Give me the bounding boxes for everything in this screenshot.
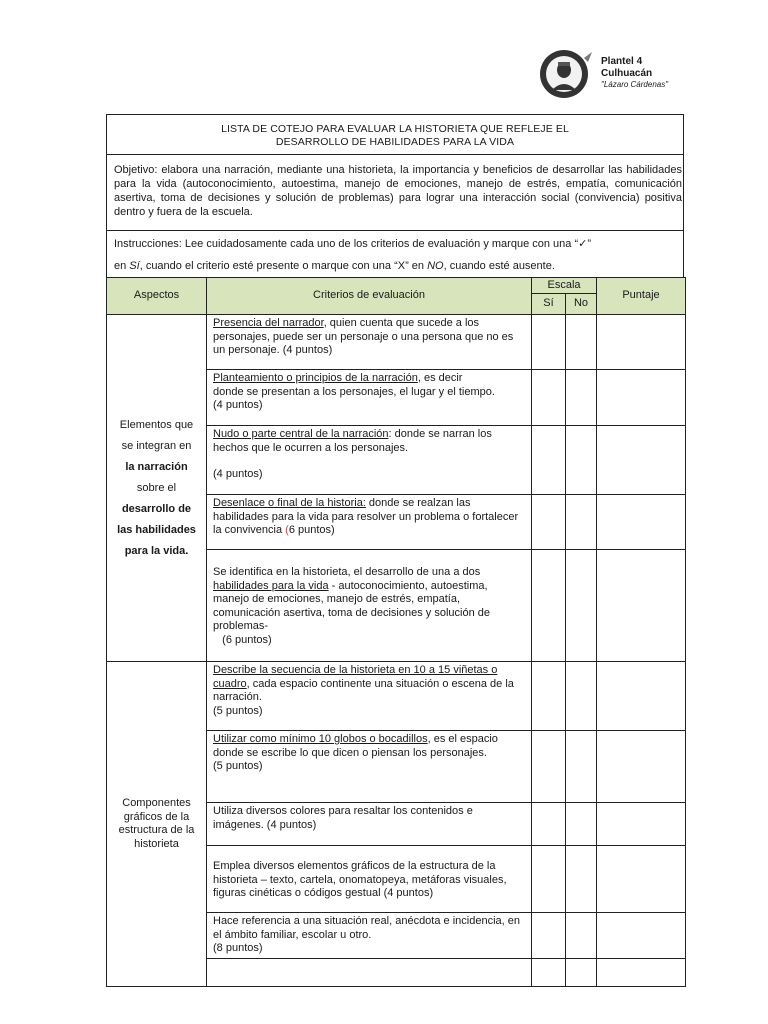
instructions-line-2: en Sí, cuando el criterio esté presente o marque con una “X” en NO, cuando esté ausente. [114, 260, 555, 272]
si-cell[interactable] [532, 662, 566, 731]
no-cell[interactable] [566, 803, 597, 846]
objective-text: Objetivo: elabora una narración, mediante una historieta, la importancia y beneficios de desarrollar las habilidades para la vida (autoconocimiento, autoestima, manejo de emociones, manejo de estrés, empatía, comunicación asertiva, toma de decisiones y solución de problemas) para lograr una interacción social (convivencia) positiva dentro y fuera de la escuela. [114, 164, 682, 218]
si-cell[interactable] [532, 803, 566, 846]
header-box [106, 114, 684, 278]
no-cell[interactable] [566, 731, 597, 803]
criterion-globos: Utilizar como mínimo 10 globos o bocadillos, es el espacio donde se escribe lo que dicen o piensan los personajes. (5 puntos) [207, 731, 532, 803]
title-line-2: DESARROLLO DE HABILIDADES PARA LA VIDA [275, 136, 515, 148]
criterion-habilidades: Se identifica en la historieta, el desarrollo de una a dos habilidades para la vida - autoconocimiento, autoestima, manejo de emociones, manejo de estrés, empatía, comunicación asertiva, toma de decisiones y solución de problemas- (6 puntos) [207, 550, 532, 662]
criterion-nudo: Nudo o parte central de la narración: donde se narran los hechos que le ocurren a los personajes. (4 puntos) [207, 426, 532, 495]
criterion-elementos-graficos: Emplea diversos elementos gráficos de la estructura de la historieta – texto, cartela, onomatopeya, metáforas visuales, figuras cinéticas o códigos gestual (4 puntos) [207, 846, 532, 913]
table-row [107, 662, 686, 731]
si-cell[interactable] [532, 370, 566, 426]
no-cell[interactable] [566, 846, 597, 913]
header-criterios: Criterios de evaluación [207, 278, 532, 315]
si-cell[interactable] [532, 846, 566, 913]
aspect-narracion: Elementos que se integran en la narración sobre el desarrollo de las habilidades para la vida. [107, 315, 207, 662]
puntaje-cell[interactable] [597, 959, 686, 987]
si-cell[interactable] [532, 426, 566, 495]
si-cell[interactable] [532, 495, 566, 550]
header-si: Sí [532, 294, 566, 315]
puntaje-cell[interactable] [597, 846, 686, 913]
school-logo [538, 48, 672, 100]
evaluation-table [106, 277, 686, 987]
header-escala: Escala [532, 278, 597, 294]
si-cell[interactable] [532, 550, 566, 662]
divider [107, 230, 683, 231]
puntaje-cell[interactable] [597, 426, 686, 495]
no-cell[interactable] [566, 550, 597, 662]
criterion-empty [207, 959, 532, 987]
si-cell[interactable] [532, 731, 566, 803]
puntaje-cell[interactable] [597, 731, 686, 803]
puntaje-cell[interactable] [597, 495, 686, 550]
no-cell[interactable] [566, 913, 597, 959]
puntaje-cell[interactable] [597, 913, 686, 959]
divider [107, 154, 683, 155]
criterion-desenlace: Desenlace o final de la historia: donde se realzan las habilidades para la vida para resolver un problema o fortalecer la convivencia (6 puntos) [207, 495, 532, 550]
no-cell[interactable] [566, 315, 597, 370]
table-row [107, 315, 686, 370]
header-aspectos: Aspectos [107, 278, 207, 315]
criterion-secuencia: Describe la secuencia de la historieta en 10 a 15 viñetas o cuadro, cada espacio continente una situación o escena de la narración. (5 puntos) [207, 662, 532, 731]
puntaje-cell[interactable] [597, 662, 686, 731]
si-cell[interactable] [532, 913, 566, 959]
document-title [107, 123, 683, 149]
logo-line-lazaro: "Lázaro Cárdenas" [601, 80, 669, 89]
no-cell[interactable] [566, 662, 597, 731]
puntaje-cell[interactable] [597, 315, 686, 370]
no-cell[interactable] [566, 370, 597, 426]
no-cell[interactable] [566, 959, 597, 987]
aspect-componentes: Componentes gráficos de la estructura de la historieta [107, 662, 207, 987]
puntaje-cell[interactable] [597, 550, 686, 662]
title-line-1: LISTA DE COTEJO PARA EVALUAR LA HISTORIETA QUE REFLEJE EL [221, 123, 569, 135]
header-puntaje: Puntaje [597, 278, 686, 315]
criterion-narrador: Presencia del narrador, quien cuenta que sucede a los personajes, puede ser un personaje o una persona que no es un personaje. (4 puntos) [207, 315, 532, 370]
si-cell[interactable] [532, 959, 566, 987]
no-cell[interactable] [566, 495, 597, 550]
criterion-planteamiento: Planteamiento o principios de la narración, es decir donde se presentan a los personajes, el lugar y el tiempo. (4 puntos) [207, 370, 532, 426]
instructions-line-1: Instrucciones: Lee cuidadosamente cada uno de los criterios de evaluación y marque con una “✓” [114, 238, 591, 250]
puntaje-cell[interactable] [597, 370, 686, 426]
logo-line-plantel: Plantel 4 [601, 56, 643, 67]
criterion-colores: Utiliza diversos colores para resaltar los contenidos e imágenes. (4 puntos) [207, 803, 532, 846]
school-emblem-icon [538, 48, 598, 100]
criterion-situacion-real: Hace referencia a una situación real, anécdota e incidencia, en el ámbito familiar, escolar u otro. (8 puntos) [207, 913, 532, 959]
no-cell[interactable] [566, 426, 597, 495]
header-no: No [566, 294, 597, 315]
puntaje-cell[interactable] [597, 803, 686, 846]
si-cell[interactable] [532, 315, 566, 370]
logo-line-culhuacan: Culhuacán [601, 68, 653, 79]
